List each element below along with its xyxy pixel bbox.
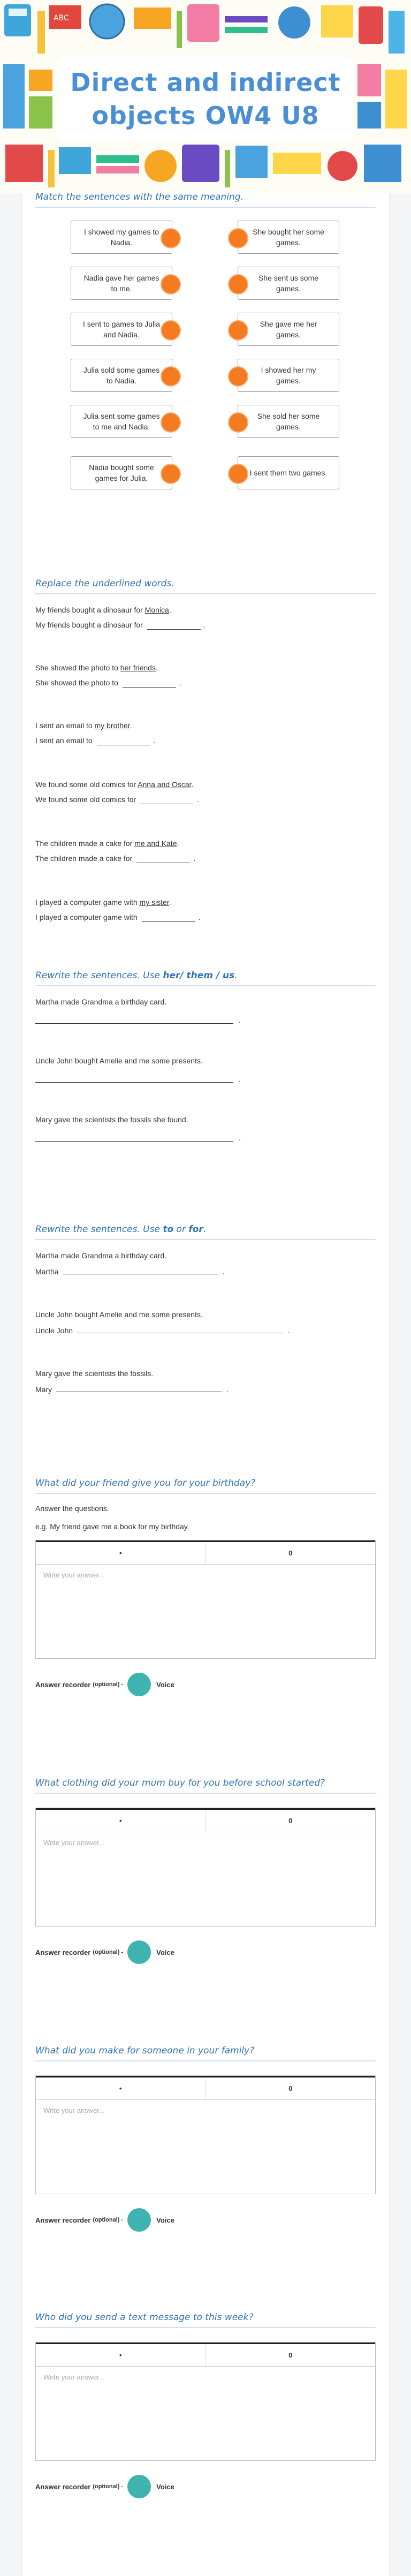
question-title: What did your friend give you for your birthday? bbox=[35, 1478, 376, 1494]
answer-blank[interactable] bbox=[136, 856, 190, 863]
sentence-text: We found some old comics for bbox=[35, 780, 138, 789]
answer-recorder bbox=[35, 1673, 174, 1696]
voice-record-button[interactable] bbox=[127, 1673, 151, 1696]
match-right-connector[interactable] bbox=[228, 412, 248, 433]
replace-section bbox=[35, 578, 376, 594]
match-left-card[interactable]: Nadia bought some games for Julia. bbox=[71, 456, 172, 489]
answer-period: . bbox=[153, 736, 156, 745]
replace-sentence bbox=[35, 663, 158, 673]
answer-period: . bbox=[239, 1016, 241, 1024]
table-column-right: 0 bbox=[288, 1549, 293, 1557]
match-left-connector[interactable] bbox=[161, 320, 181, 341]
answer-start: Uncle John bbox=[35, 1326, 73, 1335]
sentence-end: . bbox=[169, 898, 171, 906]
answer-period: . bbox=[203, 621, 206, 629]
answer-prompt: We found some old comics for bbox=[35, 795, 136, 804]
answer-recorder bbox=[35, 1940, 174, 1964]
voice-label: Voice bbox=[156, 1680, 174, 1689]
answer-period: . bbox=[239, 1134, 241, 1142]
underlined-words: her friends bbox=[120, 663, 156, 672]
replace-sentence bbox=[35, 838, 179, 848]
replace-sentence bbox=[35, 605, 171, 615]
underlined-words: Monica bbox=[144, 606, 169, 614]
voice-record-button[interactable] bbox=[127, 1940, 151, 1964]
answer-table-header bbox=[36, 1808, 375, 1832]
recorder-label: Answer recorder bbox=[35, 2482, 91, 2491]
replace-answer-line bbox=[35, 678, 181, 688]
title-text-end: . bbox=[203, 1224, 207, 1235]
match-left-connector[interactable] bbox=[161, 412, 181, 433]
answer-table-header bbox=[36, 2343, 375, 2366]
match-left-card[interactable]: Julia sent some games to me and Nadia. bbox=[71, 405, 172, 438]
sentence-text: My friends bought a dinosaur for bbox=[35, 606, 145, 614]
title-bold: her/ them / us bbox=[163, 970, 235, 981]
voice-label: Voice bbox=[156, 1948, 174, 1956]
answer-period: . bbox=[193, 854, 196, 863]
rewrite-sentence: Mary gave the scientists the fossils she found. bbox=[35, 1115, 188, 1124]
match-left-card[interactable]: I sent to games to Julia and Nadia. bbox=[71, 313, 172, 346]
match-left-connector[interactable] bbox=[161, 274, 181, 294]
replace-answer-line bbox=[35, 853, 195, 863]
answer-table-header bbox=[36, 2076, 375, 2099]
rewrite-answer-row bbox=[35, 1326, 290, 1335]
sentence-end: . bbox=[191, 780, 194, 789]
underlined-words: Anna and Oscar bbox=[138, 780, 192, 789]
table-column-left: • bbox=[36, 1542, 206, 1564]
match-right-card[interactable]: I showed her my games. bbox=[238, 359, 339, 392]
match-right-card[interactable]: She bought her some games. bbox=[238, 221, 339, 254]
rewrite-answer-line[interactable] bbox=[35, 1074, 233, 1083]
question-title: Who did you send a text message to this week? bbox=[35, 2312, 376, 2328]
table-column-left: • bbox=[36, 2344, 206, 2366]
answer-period: . bbox=[179, 678, 181, 687]
rewrite-answer-row bbox=[35, 1267, 224, 1276]
table-column-right: 0 bbox=[288, 2351, 293, 2359]
answer-prompt: I sent an email to bbox=[35, 736, 93, 745]
voice-label: Voice bbox=[156, 2216, 174, 2224]
answer-period: . bbox=[226, 1385, 229, 1394]
sentence-text: I played a computer game with bbox=[35, 898, 140, 906]
match-left-connector[interactable] bbox=[161, 228, 181, 248]
page-title-line2: objects OW4 U8 bbox=[92, 101, 319, 130]
answer-recorder bbox=[35, 2475, 174, 2498]
answer-period: . bbox=[222, 1267, 225, 1276]
sentence-end: . bbox=[130, 721, 132, 730]
title-bold-2: for bbox=[188, 1224, 203, 1235]
table-column-left: • bbox=[36, 2078, 206, 2099]
rewrite-sentence: Martha made Grandma a birthday card. bbox=[35, 1251, 167, 1260]
match-left-connector[interactable] bbox=[161, 366, 181, 387]
recorder-label: Answer recorder bbox=[35, 1680, 91, 1689]
rewrite-answer-line[interactable] bbox=[35, 1015, 233, 1024]
answer-textarea[interactable]: Write your answer... bbox=[36, 1832, 375, 1925]
voice-label: Voice bbox=[156, 2482, 174, 2491]
match-section bbox=[35, 192, 376, 208]
rewrite-to-for-title bbox=[35, 1224, 376, 1240]
answer-period: . bbox=[197, 795, 199, 804]
table-column-right: 0 bbox=[288, 1817, 293, 1825]
match-left-card[interactable]: Nadia gave her games to me. bbox=[71, 267, 172, 300]
question-section bbox=[35, 2045, 376, 2061]
sentence-text: The children made a cake for bbox=[35, 839, 135, 848]
answer-prompt: The children made a cake for bbox=[35, 854, 133, 863]
svg-text:ABC: ABC bbox=[54, 14, 69, 22]
answer-period: . bbox=[198, 913, 201, 921]
voice-record-button[interactable] bbox=[127, 2475, 151, 2498]
answer-period: . bbox=[239, 1075, 241, 1083]
recorder-optional: (optional) - bbox=[93, 2217, 124, 2223]
replace-sentence bbox=[35, 897, 171, 907]
question-title: What did you make for someone in your family? bbox=[35, 2045, 376, 2061]
underlined-words: my brother bbox=[94, 721, 130, 730]
answer-blank[interactable] bbox=[97, 738, 150, 745]
replace-sentence bbox=[35, 721, 132, 730]
question-title: What clothing did your mum buy for you before school started? bbox=[35, 1778, 376, 1794]
question-example: e.g. My friend gave me a book for my birthday. bbox=[35, 1522, 189, 1531]
answer-period: . bbox=[287, 1326, 290, 1335]
answer-table bbox=[35, 1808, 376, 1927]
answer-blank[interactable] bbox=[63, 1267, 218, 1274]
rewrite-sentence: Uncle John bought Amelie and me some presents. bbox=[35, 1056, 203, 1065]
title-bold: to bbox=[163, 1224, 174, 1235]
answer-blank[interactable] bbox=[147, 622, 201, 630]
answer-textarea[interactable]: Write your answer... bbox=[36, 2099, 375, 2193]
voice-record-button[interactable] bbox=[127, 2208, 151, 2232]
underlined-words: me and Kate bbox=[134, 839, 177, 848]
match-right-card[interactable]: She sold her some games. bbox=[238, 405, 339, 438]
title-text: Rewrite the sentences. Use bbox=[35, 970, 163, 981]
rewrite-to-for-section bbox=[35, 1224, 376, 1240]
replace-answer-line bbox=[35, 620, 206, 630]
underlined-words: my sister bbox=[139, 898, 169, 906]
answer-blank[interactable] bbox=[140, 797, 194, 804]
replace-answer-line bbox=[35, 795, 199, 804]
rewrite-answer-row bbox=[35, 1385, 229, 1394]
question-section bbox=[35, 2312, 376, 2328]
sentence-end: . bbox=[169, 606, 171, 614]
table-column-right: 0 bbox=[288, 2084, 293, 2092]
match-right-connector[interactable] bbox=[228, 320, 248, 341]
rewrite-sentence: Uncle John bought Amelie and me some presents. bbox=[35, 1310, 203, 1319]
recorder-optional: (optional) - bbox=[93, 1681, 124, 1688]
replace-sentence bbox=[35, 780, 193, 789]
title-text-end: . bbox=[234, 970, 238, 981]
title-text: Rewrite the sentences. Use bbox=[35, 1224, 163, 1235]
answer-table bbox=[35, 2075, 376, 2194]
match-right-connector[interactable] bbox=[228, 274, 248, 294]
replace-answer-line bbox=[35, 736, 156, 745]
match-right-connector[interactable] bbox=[228, 366, 248, 387]
answer-table-header bbox=[36, 1540, 375, 1564]
match-left-connector[interactable] bbox=[161, 464, 181, 484]
recorder-optional: (optional) - bbox=[93, 1949, 124, 1955]
table-column-left: • bbox=[36, 1810, 206, 1832]
rewrite-answer-line[interactable] bbox=[35, 1133, 233, 1142]
sentence-text: She showed the photo to bbox=[35, 663, 120, 672]
answer-start: Mary bbox=[35, 1385, 52, 1394]
answer-prompt: I played a computer game with bbox=[35, 913, 138, 921]
match-right-card[interactable]: She sent us some games. bbox=[238, 267, 339, 300]
match-title: Match the sentences with the same meaning. bbox=[35, 192, 376, 208]
match-right-connector[interactable] bbox=[228, 228, 248, 248]
rewrite-sentence: Martha made Grandma a birthday card. bbox=[35, 998, 167, 1006]
header-banner bbox=[0, 0, 411, 193]
recorder-label: Answer recorder bbox=[35, 1948, 91, 1956]
replace-answer-line bbox=[35, 912, 201, 922]
title-card bbox=[59, 59, 352, 139]
question-section bbox=[35, 1778, 376, 1794]
answer-blank[interactable] bbox=[142, 915, 195, 922]
match-left-card[interactable]: I showed my games to Nadia. bbox=[71, 221, 172, 254]
match-right-connector[interactable] bbox=[228, 464, 248, 484]
answer-recorder bbox=[35, 2208, 174, 2232]
sentence-end: . bbox=[177, 839, 179, 848]
answer-textarea[interactable]: Write your answer... bbox=[36, 1564, 375, 1658]
answer-prompt: My friends bought a dinosaur for bbox=[35, 621, 143, 629]
match-left-card[interactable]: Julia sold some games to Nadia. bbox=[71, 359, 172, 392]
answer-start: Martha bbox=[35, 1267, 59, 1276]
match-right-card[interactable]: She gave me her games. bbox=[238, 313, 339, 346]
recorder-optional: (optional) - bbox=[93, 2483, 124, 2490]
answer-blank[interactable] bbox=[123, 680, 176, 688]
answer-blank[interactable] bbox=[56, 1385, 222, 1392]
rewrite-sentence: Mary gave the scientists the fossils. bbox=[35, 1369, 154, 1378]
sentence-end: . bbox=[155, 663, 158, 672]
sentence-text: I sent an email to bbox=[35, 721, 95, 730]
recorder-label: Answer recorder bbox=[35, 2216, 91, 2224]
question-section bbox=[35, 1478, 376, 1494]
answer-prompt: She showed the photo to bbox=[35, 678, 118, 687]
replace-title: Replace the underlined words. bbox=[35, 578, 376, 594]
answer-blank[interactable] bbox=[77, 1326, 283, 1333]
answer-textarea[interactable]: Write your answer... bbox=[36, 2366, 375, 2460]
match-right-card[interactable]: I sent them two games. bbox=[238, 456, 339, 489]
answer-table bbox=[35, 1540, 376, 1659]
title-text-mid: or bbox=[173, 1224, 189, 1235]
rewrite-pronoun-title bbox=[35, 970, 376, 986]
question-instructions: Answer the questions. bbox=[35, 1504, 109, 1513]
answer-table bbox=[35, 2342, 376, 2461]
page-title-line1: Direct and indirect bbox=[70, 68, 341, 97]
rewrite-pronoun-section bbox=[35, 970, 376, 986]
